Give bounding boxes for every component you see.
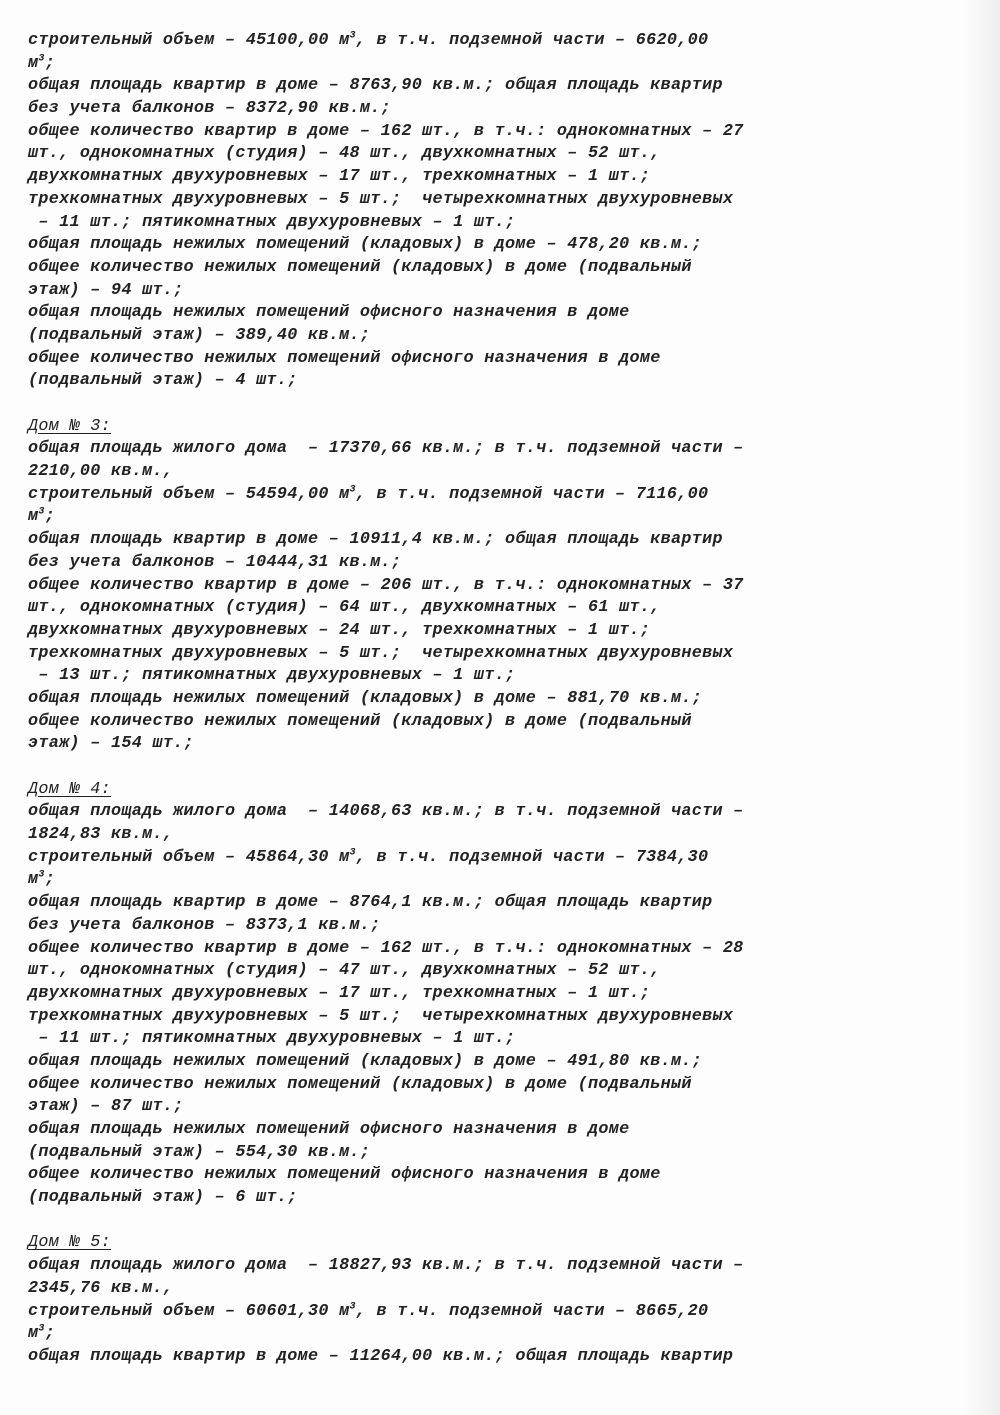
text-line: двухкомнатных двухуровневых – 17 шт., трехкомнатных – 1 шт.; <box>28 167 651 187</box>
text-line: общая площадь жилого дома – 14068,63 кв.м.; в т.ч. подземной части – <box>28 802 744 822</box>
text-line: общее количество нежилых помещений офисного назначения в доме <box>28 1165 661 1185</box>
text-line: трехкомнатных двухуровневых – 5 шт.; четырехкомнатных двухуровневых <box>28 189 734 209</box>
text-line: без учета балконов – 10444,31 кв.м.; <box>28 552 402 572</box>
document-body <box>28 30 928 1369</box>
text-line: общее количество нежилых помещений (кладовых) в доме (подвальный <box>28 1074 692 1094</box>
section-gap <box>28 393 928 416</box>
text-line: общая площадь квартир в доме – 11264,00 кв.м.; общая площадь квартир <box>28 1346 734 1366</box>
house4-unit-line: $м^3$; <box>28 869 56 890</box>
text-line: общее количество квартир в доме – 162 шт., в т.ч.: однокомнатных – 27 <box>28 121 744 141</box>
text-line: общее количество квартир в доме – 162 шт., в т.ч.: однокомнатных – 28 <box>28 938 744 958</box>
text-line: (подвальный этаж) – 4 шт.; <box>28 371 298 391</box>
text-line: без учета балконов – 8372,90 кв.м.; <box>28 99 391 119</box>
text-line: – 11 шт.; пятикомнатных двухуровневых – 1 шт.; <box>28 1029 516 1049</box>
text-line: общая площадь нежилых помещений (кладовых) в доме – 478,20 кв.м.; <box>28 235 703 255</box>
text-line: общая площадь нежилых помещений офисного назначения в доме <box>28 303 630 323</box>
section-heading-house-5: Дом № 5: <box>28 1233 111 1253</box>
text-line: этаж) – 154 шт.; <box>28 734 194 754</box>
text-line: (подвальный этаж) – 554,30 кв.м.; <box>28 1142 371 1162</box>
text-line: общая площадь нежилых помещений (кладовых) в доме – 881,70 кв.м.; <box>28 688 703 708</box>
text-line: шт., однокомнатных (студия) – 48 шт., двухкомнатных – 52 шт., <box>28 144 661 164</box>
text-line: – 13 шт.; пятикомнатных двухуровневых – 1 шт.; <box>28 666 516 686</box>
text-line: шт., однокомнатных (студия) – 47 шт., двухкомнатных – 52 шт., <box>28 961 661 981</box>
text-line: двухкомнатных двухуровневых – 24 шт., трехкомнатных – 1 шт.; <box>28 620 651 640</box>
text-line: этаж) – 87 шт.; <box>28 1097 184 1117</box>
text-line: двухкомнатных двухуровневых – 17 шт., трехкомнатных – 1 шт.; <box>28 983 651 1003</box>
section-heading-house-4: Дом № 4: <box>28 779 111 799</box>
scan-edge-shadow <box>962 0 1000 1415</box>
text-line: общая площадь квартир в доме – 10911,4 кв.м.; общая площадь квартир <box>28 530 723 550</box>
house3-unit-line: $м^3$; <box>28 506 56 527</box>
text-line: общая площадь жилого дома – 17370,66 кв.м.; в т.ч. подземной части – <box>28 439 744 459</box>
section-gap <box>28 1210 928 1233</box>
text-line: – 11 шт.; пятикомнатных двухуровневых – 1 шт.; <box>28 212 516 232</box>
house5-volume-line: строительный объем – 60601,30 $м^3$, в т.ч. подземной части – 8665,20 <box>28 1300 709 1321</box>
text-line: трехкомнатных двухуровневых – 5 шт.; четырехкомнатных двухуровневых <box>28 1006 734 1026</box>
text-line: 1824,83 кв.м., <box>28 825 174 845</box>
text-line: общая площадь нежилых помещений офисного назначения в доме <box>28 1120 630 1139</box>
text-line: общее количество нежилых помещений (кладовых) в доме (подвальный <box>28 711 692 731</box>
section-heading-house-3: Дом № 3: <box>28 416 111 436</box>
text-line: этаж) – 94 шт.; <box>28 280 184 300</box>
house4-volume-line: строительный объем – 45864,30 $м^3$, в т.ч. подземной части – 7384,30 <box>28 847 709 867</box>
intro-unit-line: $м^3$; <box>28 53 56 73</box>
text-line: общая площадь квартир в доме – 8764,1 кв.м.; общая площадь квартир <box>28 893 713 913</box>
intro-volume-line: строительный объем – 45100,00 $м^3$, в т.ч. подземной части – 6620,00 <box>28 30 709 50</box>
intro-apartments-area-line: общая площадь квартир в доме – 8763,90 кв.м.; общая площадь квартир <box>28 76 723 96</box>
text-line: (подвальный этаж) – 389,40 кв.м.; <box>28 325 371 345</box>
text-line: 2210,00 кв.м., <box>28 462 174 482</box>
text-line: 2345,76 кв.м., <box>28 1278 174 1298</box>
text-line: общая площадь нежилых помещений (кладовых) в доме – 491,80 кв.м.; <box>28 1051 703 1071</box>
text-line: общее количество нежилых помещений (кладовых) в доме (подвальный <box>28 257 692 277</box>
text-line: общее количество квартир в доме – 206 шт., в т.ч.: однокомнатных – 37 <box>28 575 744 595</box>
text-line: общее количество нежилых помещений офисного назначения в доме <box>28 348 661 368</box>
text-line: общая площадь жилого дома – 18827,93 кв.м.; в т.ч. подземной части – <box>28 1256 744 1276</box>
section-gap <box>28 756 928 779</box>
text-line: (подвальный этаж) – 6 шт.; <box>28 1188 298 1208</box>
text-line: трехкомнатных двухуровневых – 5 шт.; четырехкомнатных двухуровневых <box>28 643 734 663</box>
house3-volume-line: строительный объем – 54594,00 $м^3$, в т.ч. подземной части – 7116,00 <box>28 484 709 504</box>
house5-unit-line: $м^3$; <box>28 1323 56 1344</box>
text-line: шт., однокомнатных (студия) – 64 шт., двухкомнатных – 61 шт., <box>28 598 661 618</box>
text-line: без учета балконов – 8373,1 кв.м.; <box>28 915 381 935</box>
